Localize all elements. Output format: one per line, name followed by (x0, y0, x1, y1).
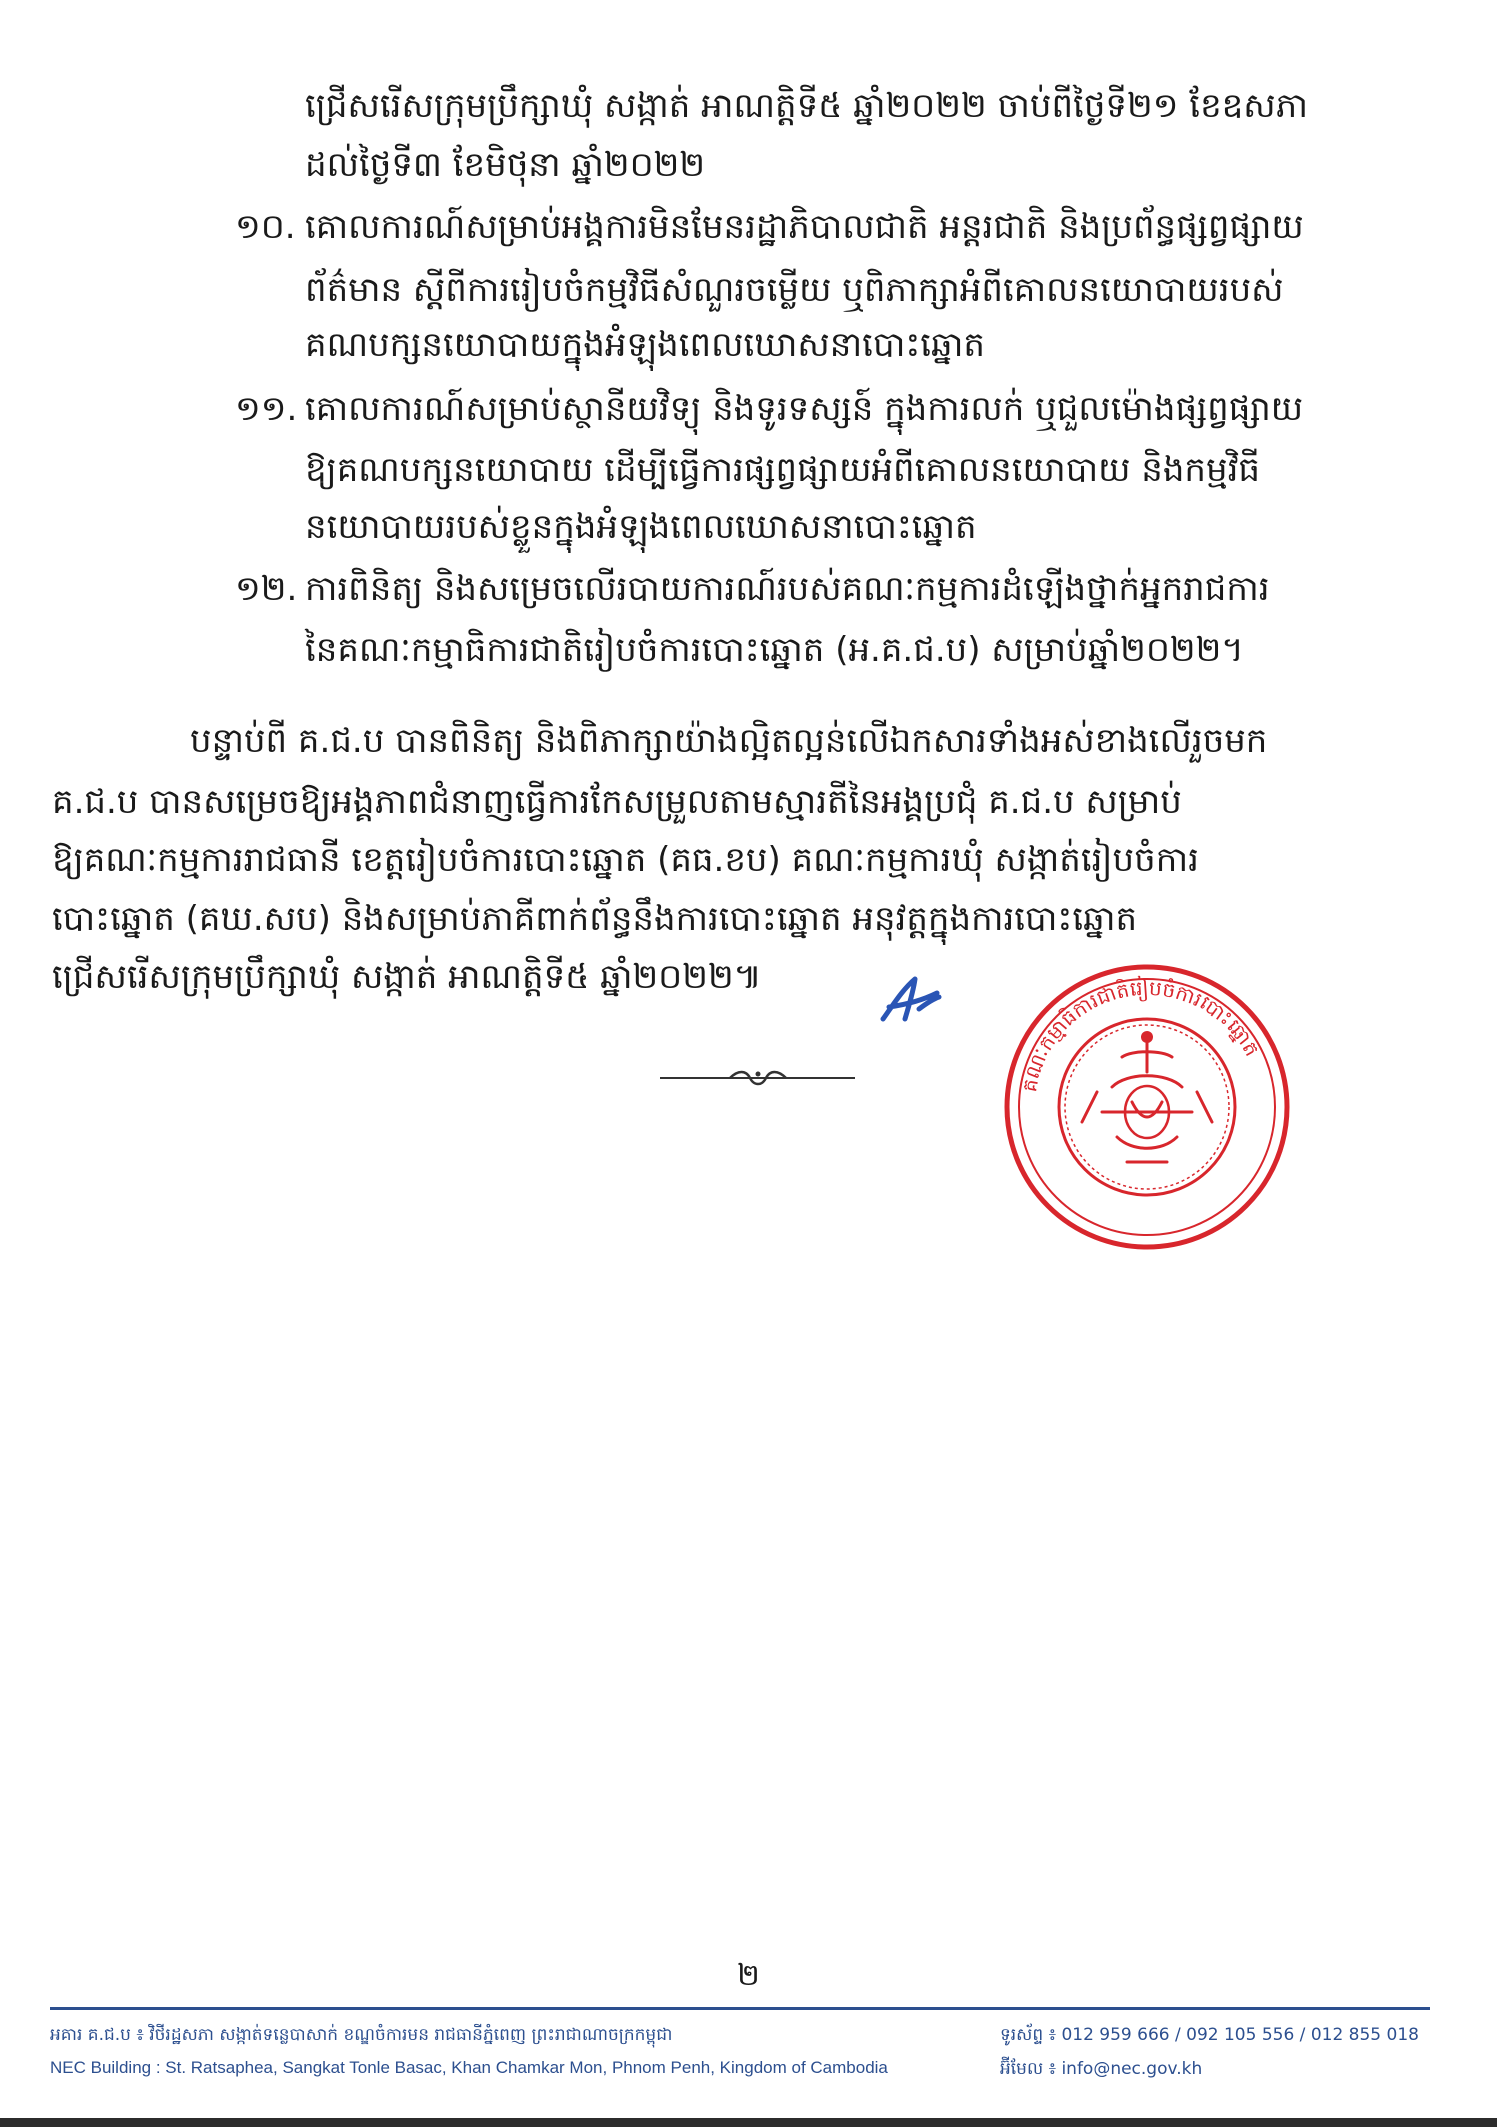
footer-divider (50, 2007, 1430, 2010)
footer-phone: ទូរស័ព្ទ ៖ 012 959 666 / 092 105 556 / 012 855 018 (1000, 2025, 1419, 2045)
conclusion-line-4: បោះឆ្នោត (គឃ.សប) និងសម្រាប់ភាគីពាក់ព័ន្ធនឹងការបោះឆ្នោត អនុវត្តក្នុងការបោះឆ្នោត (52, 899, 1138, 939)
item-11-number: ១១. (235, 389, 298, 429)
footer-address-kh: អគារ គ.ជ.ប ៖ វិថីរដ្ឋសភា សង្កាត់ទន្លេបាសាក់ ខណ្ឌចំការមន រាជធានីភ្នំពេញ ព្រះរាជាណាចក្រកម្ពុជា (50, 2025, 673, 2045)
conclusion-line-2: គ.ជ.ប បានសម្រេចឱ្យអង្គភាពជំនាញធ្វើការកែសម្រួលតាមស្មារតីនៃអង្គប្រជុំ គ.ជ.ប សម្រាប់ (52, 782, 1182, 822)
footer-email[interactable]: អ៊ីមែល ៖ info@nec.gov.kh (1000, 2059, 1203, 2079)
conclusion-line-3: ឱ្យគណៈកម្មការរាជធានី ខេត្តរៀបចំការបោះឆ្នោត (គធ.ខប) គណៈកម្មការឃុំ សង្កាត់រៀបចំការ (52, 840, 1199, 880)
item-12-line-1: ការពិនិត្យ និងសម្រេចលើរបាយការណ៍របស់គណៈកម្មការដំឡើងថ្នាក់អ្នករាជការ (305, 569, 1270, 609)
ornamental-divider (660, 1068, 855, 1088)
item-10-line-1: គោលការណ៍សម្រាប់អង្គការមិនមែនរដ្ឋាភិបាលជាតិ អន្តរជាតិ និងប្រព័ន្ធផ្សព្វផ្សាយ (305, 207, 1304, 247)
signature-mark (875, 975, 945, 1025)
item-11-line-2: ឱ្យគណបក្សនយោបាយ ដើម្បីធ្វើការផ្សព្វផ្សាយអំពីគោលនយោបាយ និងកម្មវិធី (305, 450, 1260, 490)
item-10-line-3: គណបក្សនយោបាយក្នុងអំឡុងពេលឃោសនាបោះឆ្នោត (305, 325, 985, 365)
footer-address-en: NEC Building : St. Ratsaphea, Sangkat Tonle Basac, Khan Chamkar Mon, Phnom Penh, Kingdom of Cambodia (50, 2058, 888, 2077)
item-10-line-2: ព័ត៌មាន ស្តីពីការរៀបចំកម្មវិធីសំណួរចម្លើយ ឬពិភាក្សាអំពីគោលនយោបាយរបស់ (305, 270, 1284, 310)
conclusion-line-5: ជ្រើសរើសក្រុមប្រឹក្សាឃុំ សង្កាត់ អាណត្តិទី៥ ឆ្នាំ២០២២៕ (52, 957, 762, 997)
conclusion-line-1: បន្ទាប់ពី គ.ជ.ប បានពិនិត្យ និងពិភាក្សាយ៉ាងល្អិតល្អន់លើឯកសារទាំងអស់ខាងលើរួចមក (190, 721, 1268, 761)
page-number: ២ (737, 1958, 760, 1993)
seal-text: គណៈកម្មាធិការជាតិរៀបចំការបោះឆ្នោត (1017, 975, 1265, 1094)
official-seal (1002, 962, 1292, 1252)
intro-line-1: ជ្រើសរើសក្រុមប្រឹក្សាឃុំ សង្កាត់ អាណត្តិទី៥ ឆ្នាំ២០២២ ចាប់ពីថ្ងៃទី២១ ខែឧសភា (305, 86, 1308, 126)
item-10-number: ១០. (235, 207, 296, 247)
item-11-line-1: គោលការណ៍សម្រាប់ស្ថានីយវិទ្យុ និងទូរទស្សន៍ ក្នុងការលក់ ឬជួលម៉ោងផ្សព្វផ្សាយ (305, 389, 1304, 429)
item-12-line-2: នៃគណៈកម្មាធិការជាតិរៀបចំការបោះឆ្នោត (អ.គ.ជ.ប) សម្រាប់ឆ្នាំ២០២២។ (305, 630, 1244, 670)
item-11-line-3: នយោបាយរបស់ខ្លួនក្នុងអំឡុងពេលឃោសនាបោះឆ្នោត (305, 507, 977, 547)
item-12-number: ១២. (235, 569, 298, 609)
intro-line-2: ដល់ថ្ងៃទី៣ ខែមិថុនា ឆ្នាំ២០២២ (305, 145, 706, 185)
scan-edge-band (0, 2118, 1497, 2127)
